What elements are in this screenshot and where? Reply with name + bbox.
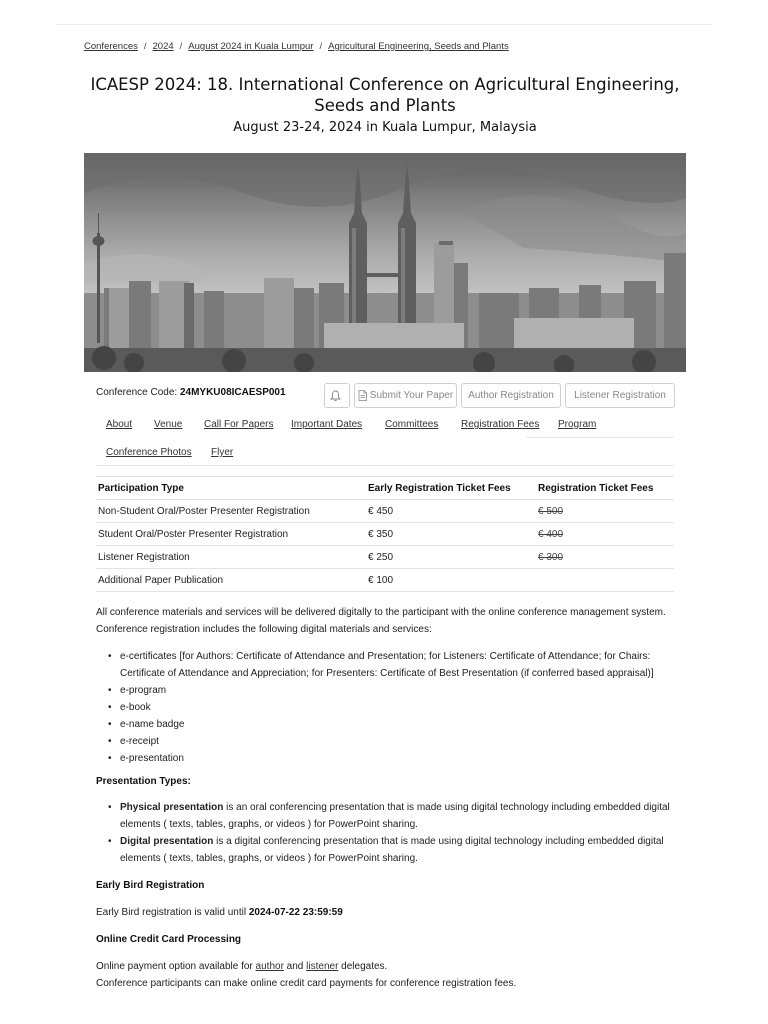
- breadcrumb: [84, 41, 509, 52]
- payment-text: [96, 958, 686, 992]
- breadcrumb-conferences[interactable]: Conferences: [84, 41, 138, 52]
- physical-presentation-term: Physical presentation: [120, 802, 224, 813]
- payment-line-1: [96, 958, 686, 975]
- table-row: [96, 569, 674, 592]
- column-header-early-fees: Early Registration Ticket Fees: [366, 477, 536, 500]
- digital-delivery-text: [96, 604, 686, 638]
- regular-fee-cell: € 400: [536, 523, 674, 546]
- listener-payment-link[interactable]: listener: [306, 961, 339, 972]
- list-item: • e-name badge: [96, 716, 676, 733]
- conference-code: [96, 387, 286, 398]
- table-row: [96, 523, 674, 546]
- breadcrumb-month-city[interactable]: August 2024 in Kuala Lumpur: [188, 41, 314, 52]
- table-row: [96, 500, 674, 523]
- page-subtitle: August 23-24, 2024 in Kuala Lumpur, Malaysia: [233, 120, 537, 135]
- payment-text-and: and: [283, 961, 307, 972]
- presentation-types-list: [96, 799, 676, 867]
- listener-registration-button[interactable]: [565, 383, 675, 408]
- submit-paper-label: Submit Your Paper: [369, 390, 454, 401]
- notify-bell-button[interactable]: [324, 383, 350, 408]
- digital-services-list: [96, 648, 676, 767]
- breadcrumb-topic[interactable]: Agricultural Engineering, Seeds and Plants: [328, 41, 509, 52]
- participation-type-cell: Additional Paper Publication: [96, 569, 366, 592]
- nav-registration-fees[interactable]: Registration Fees: [461, 419, 540, 430]
- digital-presentation-desc: is a digital conferencing presentation that is made using digital technology including embedded digital elements ( texts, tables, graphs, or videos ) for PowerPoint sharing.: [120, 836, 664, 864]
- bell-icon: [330, 390, 341, 402]
- submit-paper-button[interactable]: [354, 383, 457, 408]
- nav-program[interactable]: Program: [558, 419, 597, 430]
- column-header-participation-type: Participation Type: [96, 477, 366, 500]
- top-divider: [56, 24, 712, 25]
- breadcrumb-separator: /: [143, 41, 147, 52]
- list-item: • e-receipt: [96, 733, 676, 750]
- conference-code-row: [84, 383, 686, 409]
- nav-committees[interactable]: Committees: [385, 419, 439, 430]
- page-title: ICAESP 2024: 18. International Conference on Agricultural Engineering, Seeds and Plants: [90, 75, 680, 115]
- nav-about[interactable]: About: [106, 419, 133, 430]
- conference-code-label: Conference Code:: [96, 387, 178, 398]
- skyline-illustration: [84, 153, 686, 372]
- regular-fee-cell: € 500: [536, 500, 674, 523]
- early-bird-heading: Early Bird Registration: [96, 880, 205, 891]
- registration-fees-table: [96, 476, 674, 592]
- physical-presentation-desc: is an oral conferencing presentation that is made using digital technology including embedded digital elements ( texts, tables, graphs, or videos ) for PowerPoint sharing.: [120, 802, 670, 830]
- payment-text-lead: Online payment option available for: [96, 961, 256, 972]
- document-icon: [358, 390, 367, 401]
- early-bird-label: Early Bird registration is valid until: [96, 907, 249, 918]
- nav-divider: [96, 465, 674, 466]
- participation-type-cell: Non-Student Oral/Poster Presenter Registration: [96, 500, 366, 523]
- payment-text-tail: delegates.: [338, 961, 388, 972]
- payment-line-2: Conference participants can make online credit card payments for conference registration fees.: [96, 978, 517, 989]
- list-item: • e-presentation: [96, 750, 676, 767]
- list-item: • e-book: [96, 699, 676, 716]
- digital-presentation-term: Digital presentation: [120, 836, 214, 847]
- regular-fee-cell: € 300: [536, 546, 674, 569]
- participation-type-cell: Listener Registration: [96, 546, 366, 569]
- regular-fee-cell: [536, 569, 674, 592]
- early-fee-cell: € 100: [366, 569, 536, 592]
- author-registration-label: Author Registration: [468, 390, 554, 401]
- list-item: [96, 799, 676, 833]
- hero-skyline-image: [84, 153, 686, 372]
- early-fee-cell: € 250: [366, 546, 536, 569]
- nav-important-dates[interactable]: Important Dates: [291, 419, 363, 430]
- early-fee-cell: € 450: [366, 500, 536, 523]
- presentation-types-heading: Presentation Types:: [96, 776, 191, 787]
- nav-divider: [526, 437, 674, 438]
- nav-call-for-papers[interactable]: Call For Papers: [204, 419, 274, 430]
- breadcrumb-separator: /: [319, 41, 323, 52]
- payment-heading: Online Credit Card Processing: [96, 934, 242, 945]
- early-bird-deadline: 2024-07-22 23:59:59: [248, 907, 343, 918]
- early-fee-cell: € 350: [366, 523, 536, 546]
- column-header-regular-fees: Registration Ticket Fees: [536, 477, 674, 500]
- list-item: [96, 833, 676, 867]
- author-payment-link[interactable]: author: [255, 961, 284, 972]
- table-header-row: [96, 477, 674, 500]
- nav-venue[interactable]: Venue: [154, 419, 183, 430]
- list-item: • e-program: [96, 682, 676, 699]
- nav-flyer[interactable]: Flyer: [211, 447, 234, 458]
- breadcrumb-year[interactable]: 2024: [152, 41, 174, 52]
- intro-line-2: Conference registration includes the following digital materials and services:: [96, 624, 432, 635]
- list-item: • e-certificates [for Authors: Certificate of Attendance and Presentation; for Listeners: Certificate of Attendance; for Chairs: Certificate of Attendance and Appreciation; for Presenters: Certificate of Best Presentation (if conferred based appraisal)]: [96, 648, 676, 682]
- table-row: [96, 546, 674, 569]
- early-bird-text: [96, 904, 686, 921]
- listener-registration-label: Listener Registration: [574, 390, 666, 401]
- breadcrumb-separator: /: [179, 41, 183, 52]
- participation-type-cell: Student Oral/Poster Presenter Registration: [96, 523, 366, 546]
- intro-line-1: All conference materials and services will be delivered digitally to the participant with the online conference management system.: [96, 607, 666, 618]
- conference-code-value: 24MYKU08ICAESP001: [179, 387, 286, 398]
- nav-conference-photos[interactable]: Conference Photos: [106, 447, 192, 458]
- author-registration-button[interactable]: [461, 383, 561, 408]
